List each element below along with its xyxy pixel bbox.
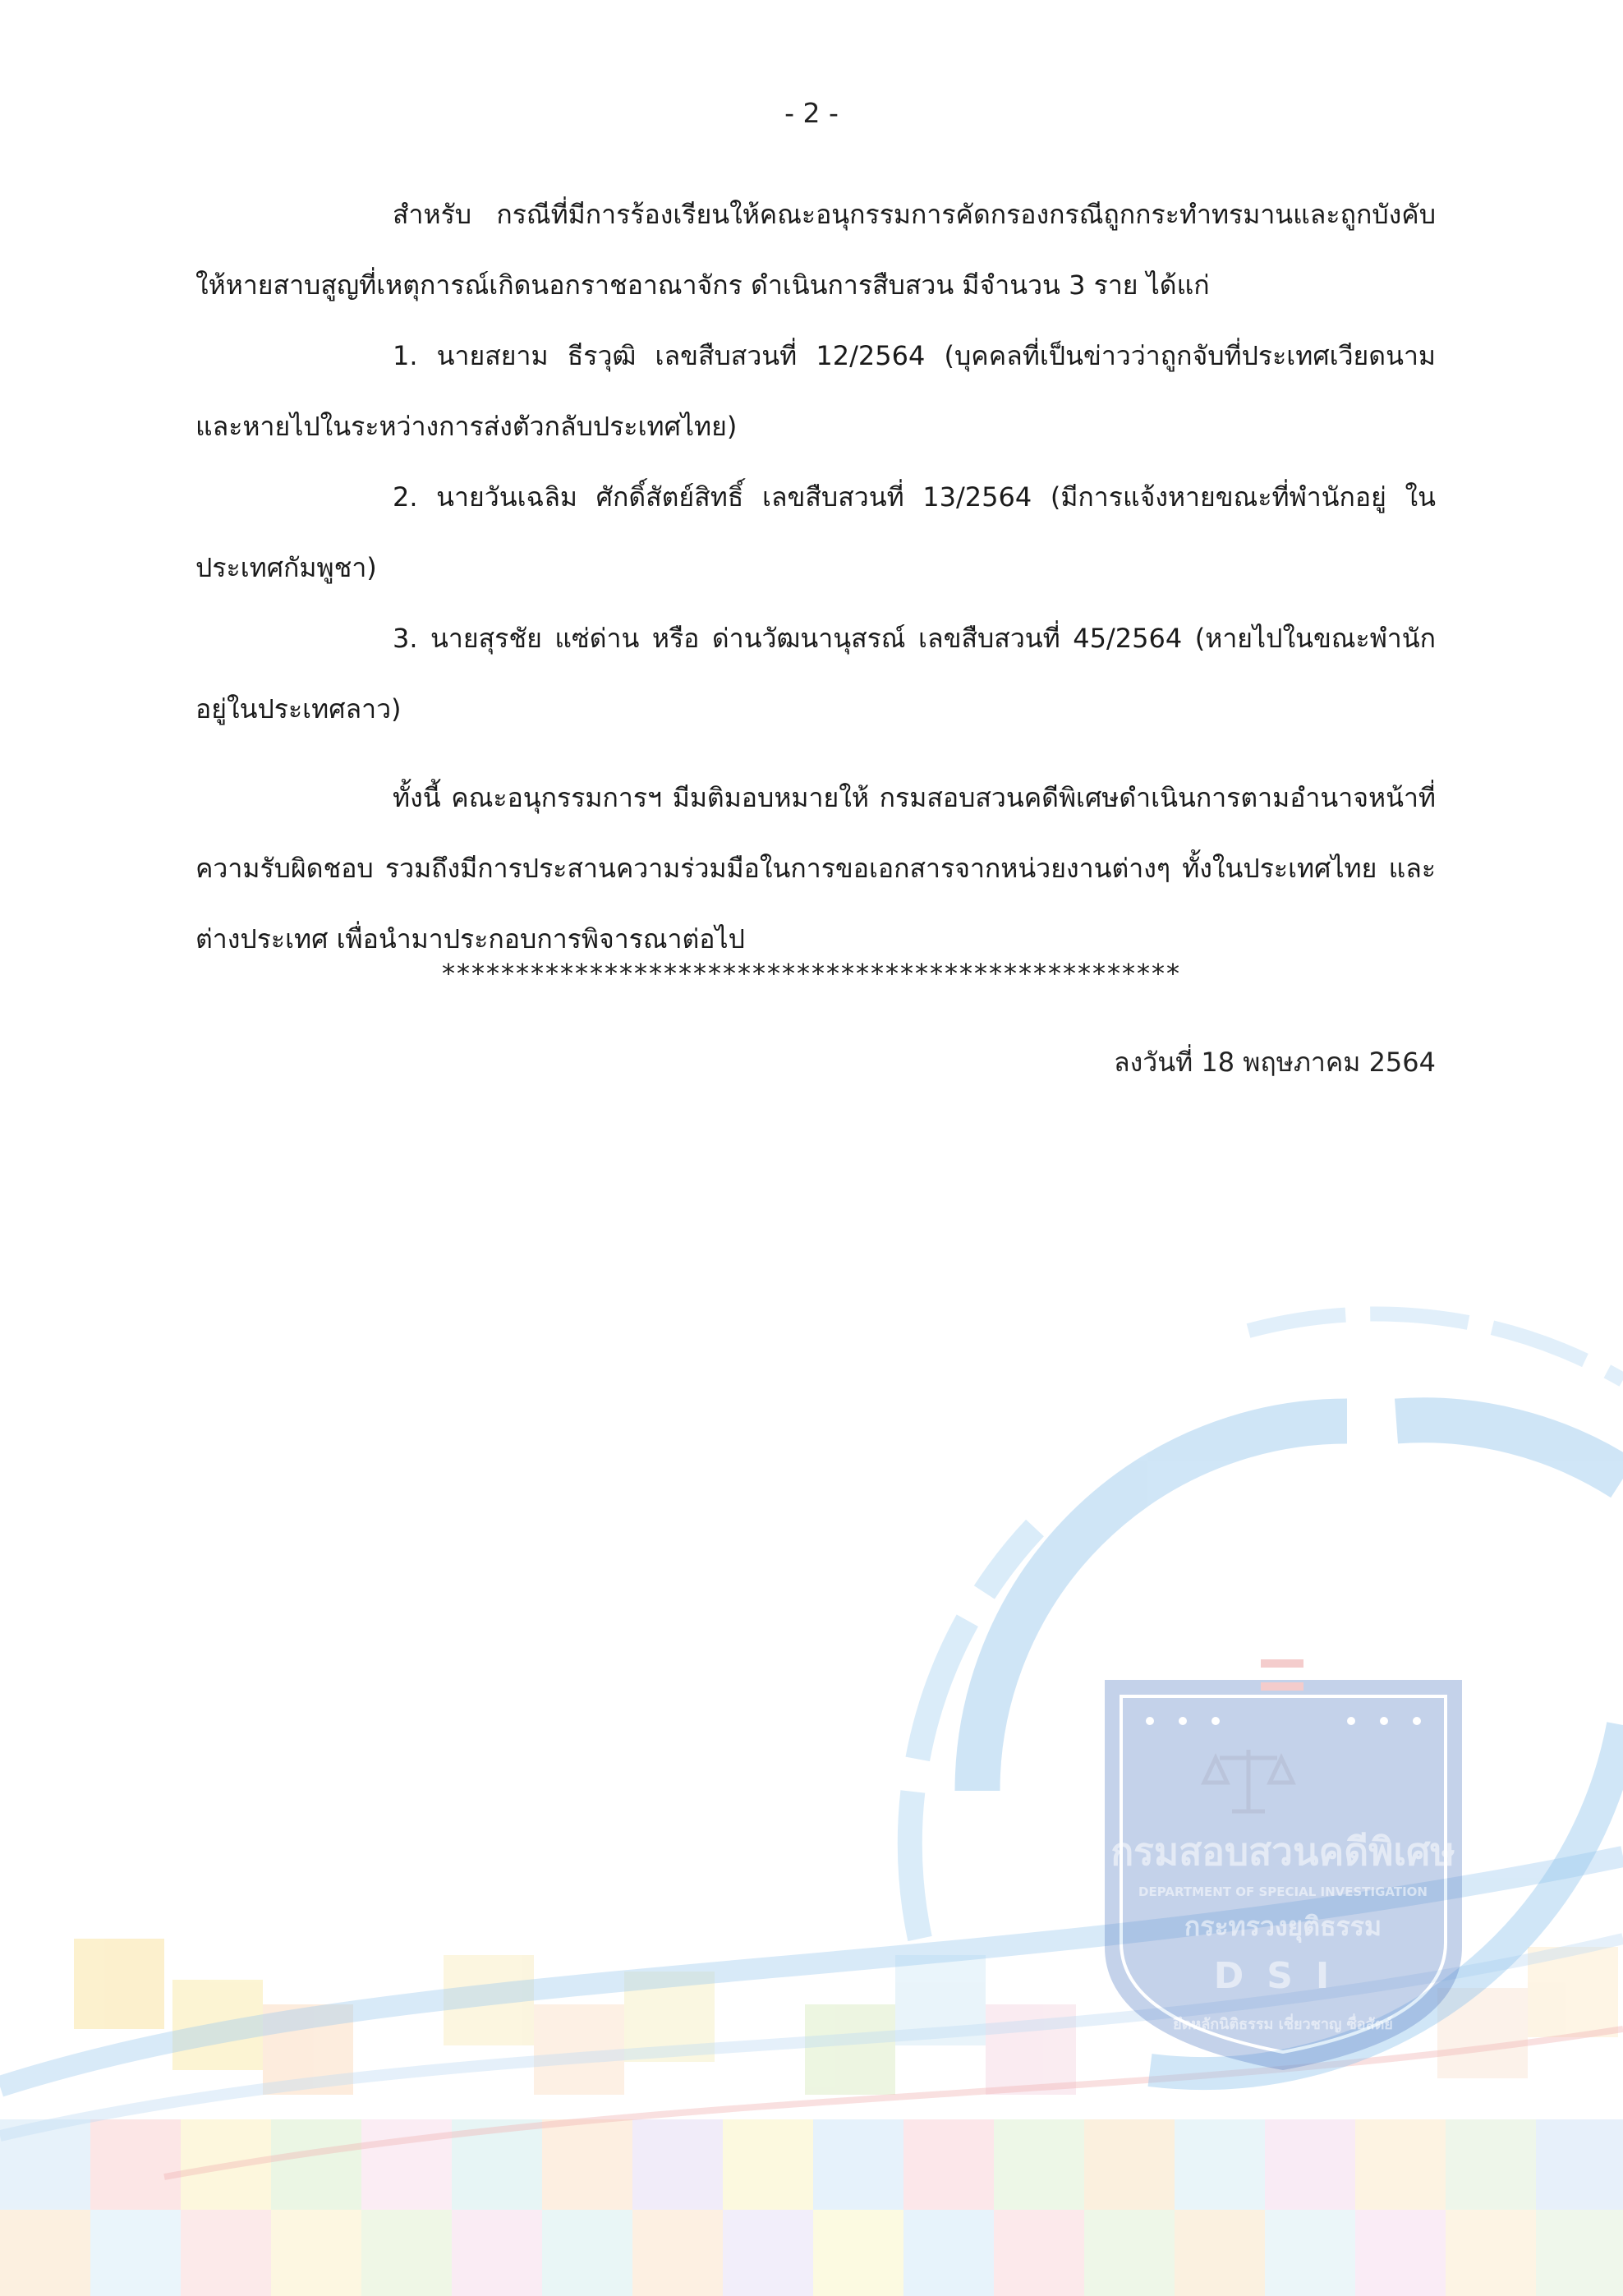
svg-text:กระทรวงยุติธรรม: กระทรวงยุติธรรม (1184, 1911, 1382, 1942)
svg-text:DEPARTMENT OF SPECIAL INVESTIG: DEPARTMENT OF SPECIAL INVESTIGATION (1138, 1884, 1428, 1899)
list-item-1-line1: 1. นายสยาม ธีรวุฒิ เลขสืบสวนที่ 12/2564 (บุคคลที่เป็นข่าวว่าถูกจับที่ประเทศเวียดนาม (393, 340, 1436, 371)
dsi-seal (1105, 1659, 1462, 2070)
asterisk-divider: ************************************************** (442, 958, 1181, 989)
list-item-2 (195, 462, 1436, 603)
paragraph-intro-line2: ให้หายสาบสูญที่เหตุการณ์เกิดนอกราชอาณาจักร ดำเนินการสืบสวน มีจำนวน 3 ราย ได้แก่ (195, 269, 1210, 301)
svg-text:ยึดหลักนิติธรรม เชี่ยวชาญ ซื่อ: ยึดหลักนิติธรรม เชี่ยวชาญ ซื่อสัตย์ (1173, 2016, 1393, 2033)
paragraph-intro-line1: สำหรับ กรณีที่มีการร้องเรียนให้คณะอนุกรรมการคัดกรองกรณีถูกกระทำทรมานและถูกบังคับ (393, 199, 1436, 230)
list-item-2-line2: ในประเทศกัมพูชา) (195, 481, 1437, 583)
paragraph-intro (195, 179, 1436, 320)
scales-of-justice-icon (1204, 1750, 1293, 1811)
svg-text:กรมสอบสวนคดีพิเศษ: กรมสอบสวนคดีพิเศษ (1110, 1829, 1455, 1874)
list-item-1 (195, 320, 1436, 462)
swoosh-waves (0, 1857, 1623, 2177)
ring-arcs (910, 1314, 1623, 2073)
list-item-2-line1: 2. นายวันเฉลิม ศักดิ์สัตย์สิทธิ์ เลขสืบสวนที่ 13/2564 (มีการแจ้งหายขณะที่พำนักอยู่ (393, 481, 1386, 513)
svg-text:DSI: DSI (1213, 1955, 1353, 1997)
list-item-3-line1: 3. นายสุรชัย แซ่ด่าน หรือ ด่านวัฒนานุสรณ์ เลขสืบสวนที่ 45/2564 (หายไปในขณะพำนัก (393, 623, 1436, 654)
color-squares-pattern (0, 1939, 1623, 2296)
page-number: - 2 - (784, 97, 839, 129)
paragraph-conclusion (195, 762, 1436, 974)
paragraph-conclusion-line3: และต่างประเทศ เพื่อนำมาประกอบการพิจารณาต่อไป (195, 853, 1437, 955)
list-item-3 (195, 603, 1436, 744)
list-item-1-line2: และหายไปในระหว่างการส่งตัวกลับประเทศไทย) (195, 411, 738, 442)
paragraph-conclusion-line1: ทั้งนี้ คณะอนุกรรมการฯ มีมติมอบหมายให้ กรมสอบสวนคดีพิเศษดำเนินการตามอำนาจหน้าที่ (393, 782, 1436, 813)
signature-date: ลงวันที่ 18 พฤษภาคม 2564 (1114, 1047, 1436, 1078)
seal-lettering (1110, 1829, 1455, 2033)
list-item-3-line2: อยู่ในประเทศลาว) (195, 693, 402, 725)
document-body (195, 179, 1436, 974)
paragraph-conclusion-line2: ความรับผิดชอบ รวมถึงมีการประสานความร่วมมือในการขอเอกสารจากหน่วยงานต่างๆ ทั้งในประเทศไทย (195, 853, 1377, 884)
